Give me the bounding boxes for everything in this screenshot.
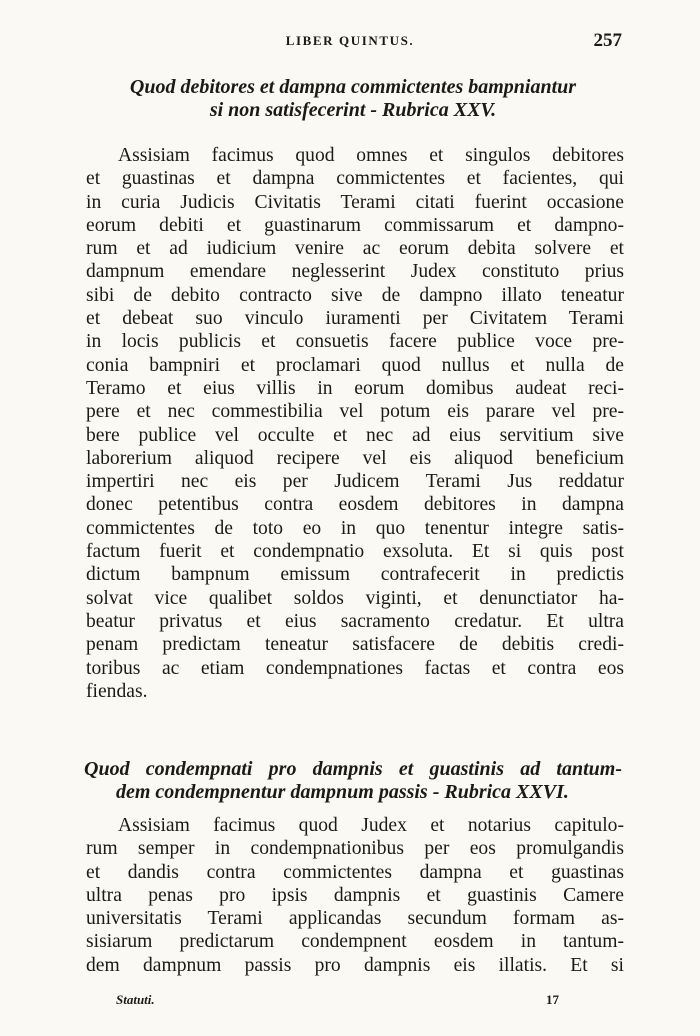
text-line: penam predictam teneatur satisfacere de debitis credi- <box>86 634 624 656</box>
text-line: fiendas. <box>86 680 148 702</box>
signature-mark: Statuti. <box>116 992 155 1007</box>
text-line: eorum debiti et guastinarum commissarum et dampno- <box>86 214 624 236</box>
rubric-heading-line: Quod debitores et dampna commictentes bampniantur <box>129 76 577 98</box>
text-line: bere publice vel occulte et nec ad eius servitium sive <box>86 424 624 446</box>
text-line: et debeat suo vinculo iuramenti per Civitatem Terami <box>86 308 624 330</box>
text-line: dem dampnum passis pro dampnis eis illatis. Et si <box>86 954 624 976</box>
text-line: sisiarum predictarum condempnent eosdem in tantum- <box>86 931 624 953</box>
text-line: sibi de debito contracto sive de dampno illato teneatur <box>86 284 624 306</box>
text-line: beatur privatus et eius sacramento credatur. Et ultra <box>86 610 624 632</box>
text-line: pere et nec commestibilia vel potum eis parare vel pre- <box>86 401 624 423</box>
text-line: universitatis Terami applicandas secundum formam as- <box>86 908 624 930</box>
text-line: Assisiam facimus quod Judex et notarius capitulo- <box>118 815 624 836</box>
text-line: donec petentibus contra eosdem debitores in dampna <box>86 494 624 516</box>
text-line: dampnum emendare neglesserint Judex constituto prius <box>86 261 624 283</box>
text-line: dictum bampnum emissum contrafecerit in predictis <box>86 564 624 586</box>
text-line: et dandis contra commictentes dampna et guastinas <box>86 861 624 883</box>
rubric-heading-26 <box>84 758 622 804</box>
text-line: solvat vice qualibet soldos viginti, et denunctiator ha- <box>86 587 624 609</box>
text-line: in locis publicis et consuetis facere publice voce pre- <box>86 331 624 353</box>
signature-number: 17 <box>546 992 559 1007</box>
paragraph-rubric-26 <box>86 814 624 977</box>
rubric-heading-line: Quod condempnati pro dampnis et guastinis ad tantum- <box>84 758 622 780</box>
page-number: 257 <box>593 30 622 51</box>
text-line: laborerium aliquod recipere vel eis aliquod beneficium <box>86 447 624 469</box>
running-title: LIBER QUINTUS. <box>285 33 415 48</box>
text-line: impertiri nec eis per Judicem Terami Jus reddatur <box>86 471 624 493</box>
paragraph-rubric-25 <box>86 144 624 703</box>
text-line: et guastinas et dampna commictentes et facientes, qui <box>86 168 624 190</box>
text-line: rum semper in condempnationibus per eos promulgandis <box>86 838 624 860</box>
text-line: factum fuerit et condempnatio exsoluta. Et si quis post <box>86 541 624 563</box>
text-line: Teramo et eius villis in eorum domibus audeat reci- <box>86 377 624 399</box>
running-head <box>0 30 700 54</box>
text-line: in curia Judicis Civitatis Terami citati fuerint occasione <box>86 191 624 213</box>
rubric-heading-25 <box>84 76 622 122</box>
text-line: commictentes de toto eo in quo tenentur integre satis- <box>86 517 624 539</box>
text-line: rum et ad iudicium venire ac eorum debita solvere et <box>86 238 624 260</box>
text-line: conia bampniri et proclamari quod nullus et nulla de <box>86 354 624 376</box>
text-line: ultra penas pro ipsis dampnis et guastinis Camere <box>86 884 624 906</box>
rubric-heading-line: dem condempnentur dampnum passis - Rubrica XXVI. <box>116 781 569 803</box>
text-line: toribus ac etiam condempnationes factas et contra eos <box>86 657 624 679</box>
text-line: Assisiam facimus quod omnes et singulos debitores <box>118 145 624 166</box>
page-footer <box>0 992 700 1014</box>
rubric-heading-line: si non satisfecerint - Rubrica XXV. <box>209 99 497 121</box>
